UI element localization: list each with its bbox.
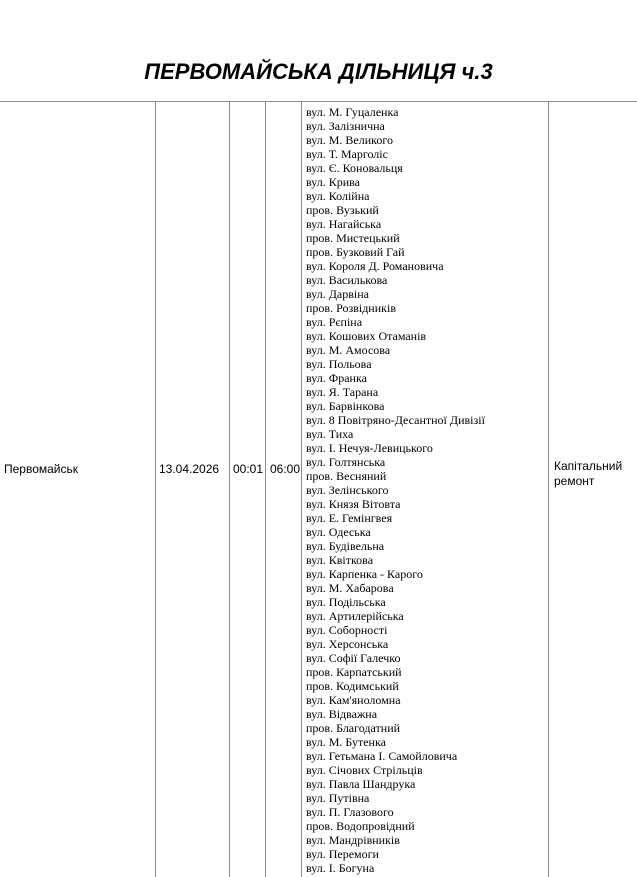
street-item: вул. Софії Галечко [306, 651, 401, 665]
street-item: вул. Перемоги [306, 847, 379, 861]
street-item: вул. Подільська [306, 595, 386, 609]
street-item: вул. Є. Коновальця [306, 161, 403, 175]
column-divider [548, 101, 549, 877]
street-item: вул. Франка [306, 371, 367, 385]
street-item: вул. Дарвіна [306, 287, 369, 301]
street-item: вул. Короля Д. Романовича [306, 259, 444, 273]
street-item: пров. Карпатський [306, 665, 402, 679]
street-item: вул. Рєпіна [306, 315, 363, 329]
cell-date: 13.04.2026 [159, 462, 220, 476]
street-list [306, 105, 544, 875]
cell-locality: Первомайськ [4, 462, 79, 476]
street-item: вул. Т. Марголіс [306, 147, 388, 161]
street-item: вул. Тиха [306, 427, 354, 441]
street-item: вул. М. Великого [306, 133, 393, 147]
street-item: пров. Бузковий Гай [306, 245, 405, 259]
street-item: вул. Херсонська [306, 637, 389, 651]
street-item: пров. Водопровідний [306, 819, 415, 833]
cell-time-to: 06:00 [270, 462, 301, 476]
column-divider [155, 101, 156, 877]
street-item: пров. Благодатний [306, 721, 401, 735]
street-item: пров. Весняний [306, 469, 387, 483]
street-item: вул. Колійна [306, 189, 370, 203]
street-item: вул. Будівельна [306, 539, 385, 553]
street-item: вул. Кам'яноломна [306, 693, 401, 707]
street-item: вул. Я. Тарана [306, 385, 379, 399]
cell-reason: Капітальний ремонт [554, 459, 623, 488]
column-divider [229, 101, 230, 877]
street-item: вул. Січових Стрільців [306, 763, 423, 777]
street-item: вул. Павла Шандрука [306, 777, 416, 791]
page-title: ПЕРВОМАЙСЬКА ДІЛЬНИЦЯ ч.3 [144, 59, 493, 84]
street-item: вул. Крива [306, 175, 360, 189]
street-item: вул. Барвінкова [306, 399, 385, 413]
street-item: вул. П. Глазового [306, 805, 394, 819]
street-item: пров. Розвідників [306, 301, 396, 315]
street-item: вул. Зелінського [306, 483, 389, 497]
street-item: вул. Мандрівників [306, 833, 400, 847]
street-item: вул. М. Гуцаленка [306, 105, 399, 119]
street-item: вул. І. Нечуя-Левицького [306, 441, 433, 455]
cell-time-from: 00:01 [233, 462, 264, 476]
street-item: вул. Е. Гемінгвея [306, 511, 393, 525]
street-item: вул. М. Бутенка [306, 735, 386, 749]
street-item: вул. Гетьмана І. Самойловича [306, 749, 458, 763]
street-item: вул. Квіткова [306, 553, 374, 567]
street-item: вул. Соборності [306, 623, 388, 637]
street-item: вул. Голтянська [306, 455, 386, 469]
street-item: вул. Відважна [306, 707, 378, 721]
street-item: вул. 8 Повітряно-Десантної Дивізії [306, 413, 485, 427]
street-item: вул. Василькова [306, 273, 388, 287]
street-item: пров. Кодимський [306, 679, 399, 693]
street-item: вул. Нагайська [306, 217, 382, 231]
column-divider [265, 101, 266, 877]
street-item: вул. Польова [306, 357, 372, 371]
street-item: вул. М. Амосова [306, 343, 391, 357]
street-item: вул. Одеська [306, 525, 371, 539]
street-item: вул. Залізнична [306, 119, 385, 133]
column-divider [301, 101, 302, 877]
street-item: вул. Карпенка - Карого [306, 567, 423, 581]
street-item: вул. Кошових Отаманів [306, 329, 427, 343]
street-item: вул. І. Богуна [306, 861, 375, 875]
street-item: вул. Артилерійська [306, 609, 404, 623]
table-top-border [0, 101, 637, 102]
street-item: вул. М. Хабарова [306, 581, 394, 595]
street-item: вул. Князя Вітовта [306, 497, 401, 511]
street-item: вул. Путівна [306, 791, 370, 805]
street-item: пров. Мистецький [306, 231, 400, 245]
street-item: пров. Вузький [306, 203, 379, 217]
